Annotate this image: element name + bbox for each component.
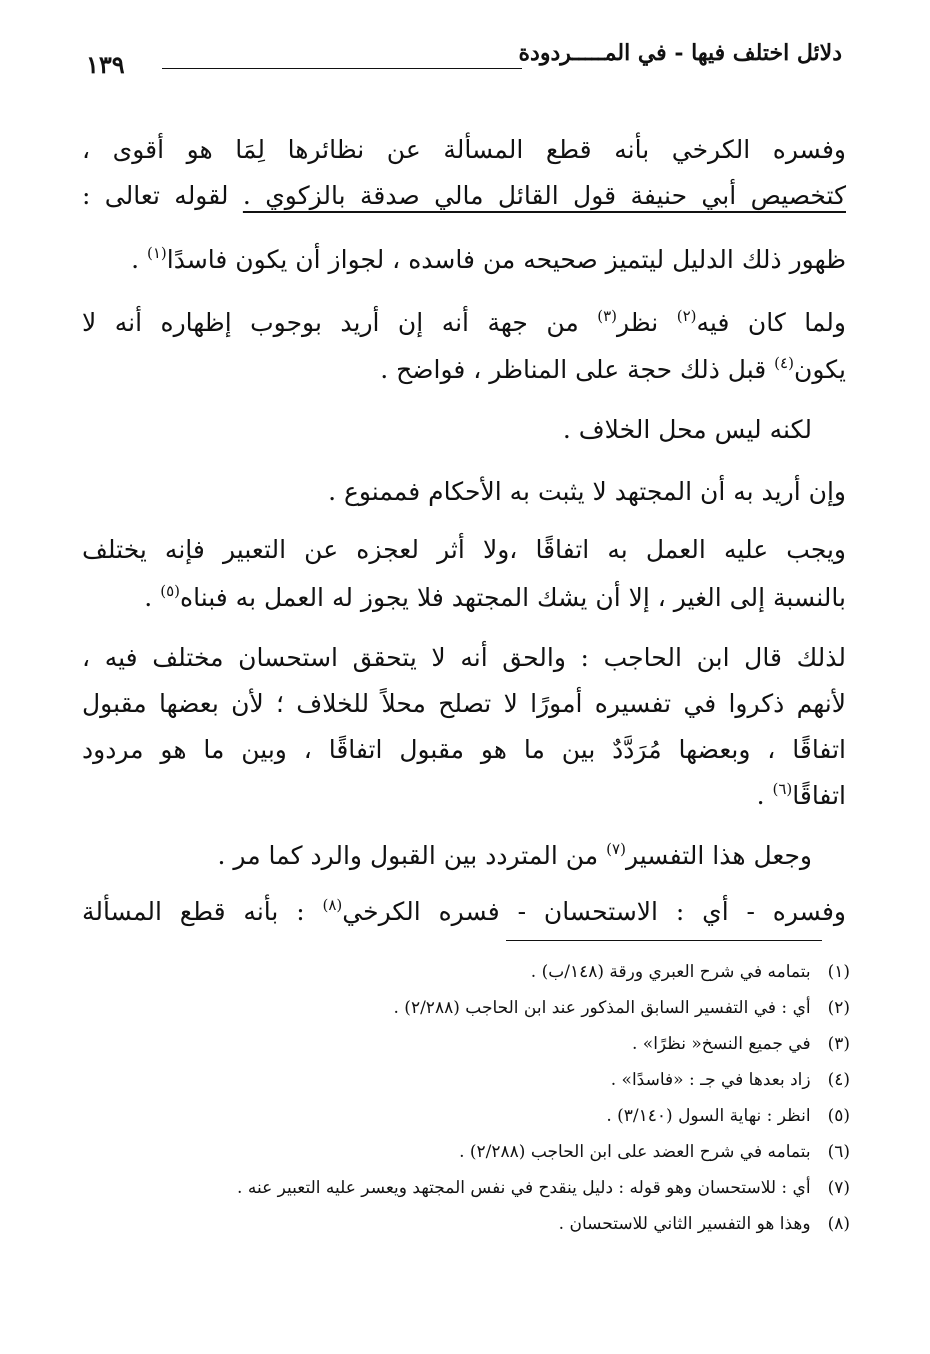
footnote-7: (٧) أي : للاستحسان وهو قوله : دليل ينقدح في نفس المجتهد ويعسر عليه التعبير عنه . [237, 1178, 850, 1198]
body-line-8: ويجب عليه العمل به اتفاقًا ،ولا أثر لعجزه عن التعبير فإنه يختلف [82, 535, 846, 564]
body-line-5: يكون$^{(٤)}$ قبل ذلك حجة على المناظر ، فواضح . [380, 354, 846, 384]
body-line-11: لأنهم ذكروا في تفسيره أمورًا لا تصلح محلاً للخلاف ؛ لأن بعضها مقبول [82, 689, 846, 718]
body-line-3: ظهور ذلك الدليل ليتميز صحيحه من فاسده ، لجواز أن يكون فاسدًا$^{(١)}$ . [131, 244, 846, 274]
footnote-ref-1: (١) [147, 244, 167, 262]
footnote-ref-5: (٥) [160, 582, 180, 600]
body-line-10: لذلك قال ابن الحاجب : والحق أنه لا يتحقق استحسان مختلف فيه ، [82, 643, 846, 672]
footnote-ref-8: (٨) [322, 896, 343, 914]
body-line-14: وجعل هذا التفسير$^{(٧)}$ من المتردد بين القبول والرد كما مر . [217, 840, 812, 870]
footnote-ref-7: (٧) [606, 840, 626, 858]
body-line-15: وفسره - أي : الاستحسان - فسره الكرخي$^{(٨)}$ : بأنه قطع المسألة [82, 896, 847, 926]
body-line-12: اتفاقًا ، وبعضها مُرَدَّدٌ بين ما هو مقبول اتفاقًا ، وبين ما هو مردود [82, 735, 846, 764]
underlined-phrase: كتخصيص أبي حنيفة قول القائل مالي صدقة بالزكوي . [242, 181, 846, 210]
body-line-2: كتخصيص أبي حنيفة قول القائل مالي صدقة بالزكوي . لقوله تعالى : [82, 181, 846, 210]
header-rule [162, 68, 522, 69]
footnote-ref-6: (٦) [772, 780, 793, 798]
body-line-1: وفسره الكرخي بأنه قطع المسألة عن نظائرها لِمَا هو أقوى ، [82, 135, 846, 164]
body-line-7: وإن أريد به أن المجتهد لا يثبت به الأحكام فممنوع . [328, 477, 846, 506]
footnote-ref-4: (٤) [774, 354, 794, 372]
text-rule [506, 940, 822, 941]
footnote-5: (٥) انظر : نهاية السول (٣/١٤٠) . [606, 1106, 850, 1126]
footnote-4: (٤) زاد بعدها في جـ : «فاسدًا» . [610, 1070, 850, 1090]
footnote-3: (٣) في جميع النسخ« نظرًا» . [632, 1034, 850, 1054]
footnote-1: (١) بتمامه في شرح العبري ورقة (١٤٨/ب) . [530, 962, 850, 982]
body-line-6: لكنه ليس محل الخلاف . [562, 415, 812, 444]
footnote-ref-2: (٢) [676, 307, 697, 325]
body-line-4: ولما كان فيه$^{(٢)}$ نظر$^{(٣)}$ من جهة أنه إن أريد بوجوب إظهاره أنه لا [82, 307, 846, 337]
page-number: ١٣٩ [86, 50, 125, 79]
running-header-title: دلائل اختلف فيها - في المـــــردودة [518, 40, 842, 66]
body-line-9: بالنسبة إلى الغير ، إلا أن يشك المجتهد فلا يجوز له العمل به فبناه$^{(٥)}$ . [144, 582, 846, 612]
footnote-6: (٦) بتمامه في شرح العضد على ابن الحاجب (٢/٢٨٨) . [459, 1142, 850, 1162]
body-line-13: اتفاقًا$^{(٦)}$ . [756, 780, 846, 810]
footnote-2: (٢) أي : في التفسير السابق المذكور عند ابن الحاجب (٢/٢٨٨) . [393, 998, 850, 1018]
footnote-8: (٨) وهذا هو التفسير الثاني للاستحسان . [558, 1214, 850, 1234]
footnote-ref-3: (٣) [597, 307, 617, 325]
